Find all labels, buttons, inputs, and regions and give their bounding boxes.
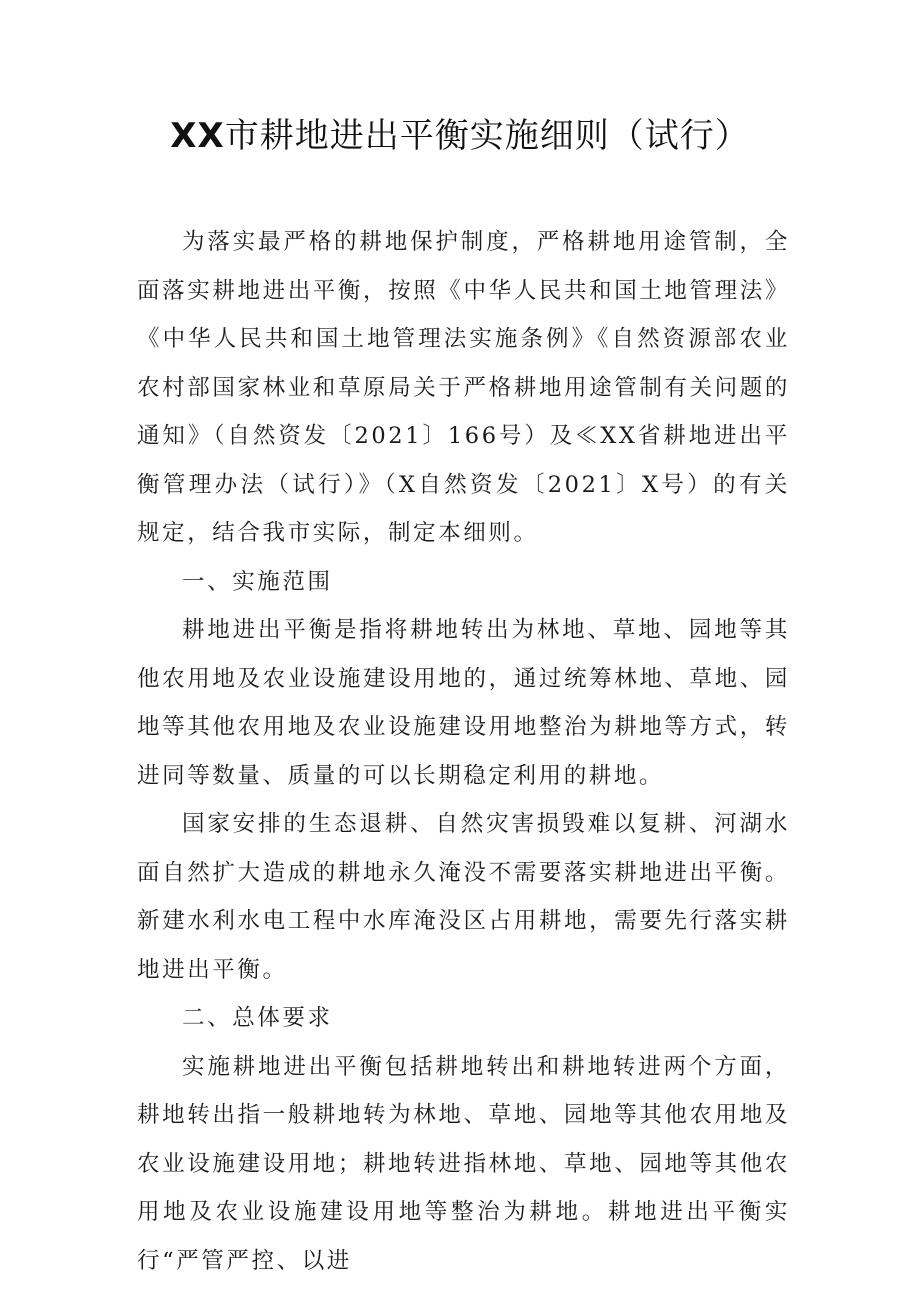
paragraph-scope-definition: 耕地进出平衡是指将耕地转出为林地、草地、园地等其他农用地及农业设施建设用地的，通过统筹林地、草地、园地等其他农用地及农业设施建设用地整治为耕地等方式，转进同等数量、质量的可以长期稳定利用的耕地。 xyxy=(137,617,790,789)
paragraph-requirements: 实施耕地进出平衡包括耕地转出和耕地转进两个方面，耕地转出指一般耕地转为林地、草地、园地等其他农用地及农业设施建设用地；耕地转进指林地、草地、园地等其他农用地及农业设施建设用地等整治为耕地。耕地进出平衡实行“严管严控、以进 xyxy=(137,1053,790,1274)
section-heading-scope: 一、实施范围 xyxy=(182,568,333,595)
title-prefix: XX xyxy=(170,116,225,156)
section-heading-requirements: 二、总体要求 xyxy=(182,1005,333,1031)
title-main: 市耕地进出平衡实施细则（试行） xyxy=(224,116,750,156)
paragraph-intro: 为落实最严格的耕地保护制度，严格耕地用途管制，全面落实耕地进出平衡，按照《中华人民共和国土地管理法》《中华人民共和国土地管理法实施条例》《自然资源部农业农村部国家林业和草原局关于严格耕地用途管制有关问题的通知》（自然资发〔2021〕166号）及≪XX省耕地进出平衡管理办法（试行）》（X自然资发〔2021〕X号）的有关规定，结合我市实际，制定本细则。 xyxy=(137,229,790,546)
paragraph-scope-exceptions: 国家安排的生态退耕、自然灾害损毁难以复耕、河湖水面自然扩大造成的耕地永久淹没不需要落实耕地进出平衡。新建水利水电工程中水库淹没区占用耕地，需要先行落实耕地进出平衡。 xyxy=(137,811,790,983)
document-title xyxy=(0,112,920,160)
document-body xyxy=(137,218,790,1285)
